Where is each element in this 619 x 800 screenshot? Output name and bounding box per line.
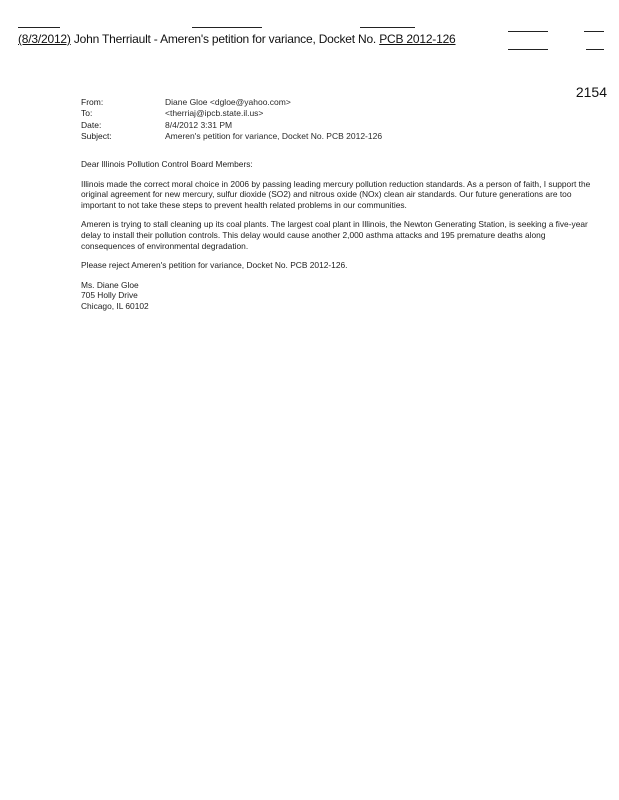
body-paragraph-3: Please reject Ameren's petition for variance, Docket No. PCB 2012-126. (81, 260, 348, 271)
header-docket: PCB 2012-126 (379, 32, 456, 46)
subject-value: Ameren's petition for variance, Docket No. PCB 2012-126 (165, 130, 383, 141)
salutation: Dear Illinois Pollution Control Board Members: (81, 159, 253, 169)
email-headers (81, 97, 382, 142)
body-paragraph-1: Illinois made the correct moral choice in 2006 by passing leading mercury pollution reduction standards. As a person of faith, I support the original agreement for new mercury, sulfur dioxide (SO2) and nitrous oxide (NOx) clean air standards. Our future generations are too important to not take these steps to prevent health related problems in our communities. (81, 178, 591, 210)
email-body (81, 159, 601, 321)
subject-row (81, 131, 382, 142)
signature-address: 705 Holly Drive (81, 290, 138, 301)
header-rule-right3 (508, 49, 548, 50)
header-rule-mid2 (360, 27, 415, 28)
page-number: 2154 (575, 84, 607, 100)
header-date: (8/3/2012) (18, 32, 71, 46)
subject-label: Subject: (81, 130, 112, 141)
header-rule-right2 (584, 31, 604, 32)
date-label: Date: (81, 119, 102, 130)
signature (81, 280, 601, 312)
date-value: 8/4/2012 3:31 PM (165, 119, 233, 130)
document-header (18, 32, 456, 46)
from-value: Diane Gloe <dgloe@yahoo.com> (165, 97, 291, 107)
header-rule-right4 (586, 49, 604, 50)
header-rule-left (18, 27, 60, 28)
to-value: <therriaj@ipcb.state.il.us> (165, 108, 264, 119)
signature-name: Ms. Diane Gloe (81, 279, 139, 290)
from-label: From: (81, 97, 104, 107)
signature-city: Chicago, IL 60102 (81, 300, 149, 311)
header-rule-right1 (508, 31, 548, 32)
header-rule-mid (192, 27, 262, 28)
to-row (81, 108, 382, 119)
header-title: John Therriault - Ameren's petition for variance, Docket No. (70, 32, 380, 46)
to-label: To: (81, 108, 93, 119)
date-row (81, 120, 382, 131)
body-paragraph-2: Ameren is trying to stall cleaning up its coal plants. The largest coal plant in Illinois, the Newton Generating Station, is seeking a five-year delay to install their pollution controls. This delay would cause another 2,000 asthma attacks and 195 premature deaths along consequences of environmental degradation. (81, 219, 588, 251)
from-row (81, 97, 382, 108)
